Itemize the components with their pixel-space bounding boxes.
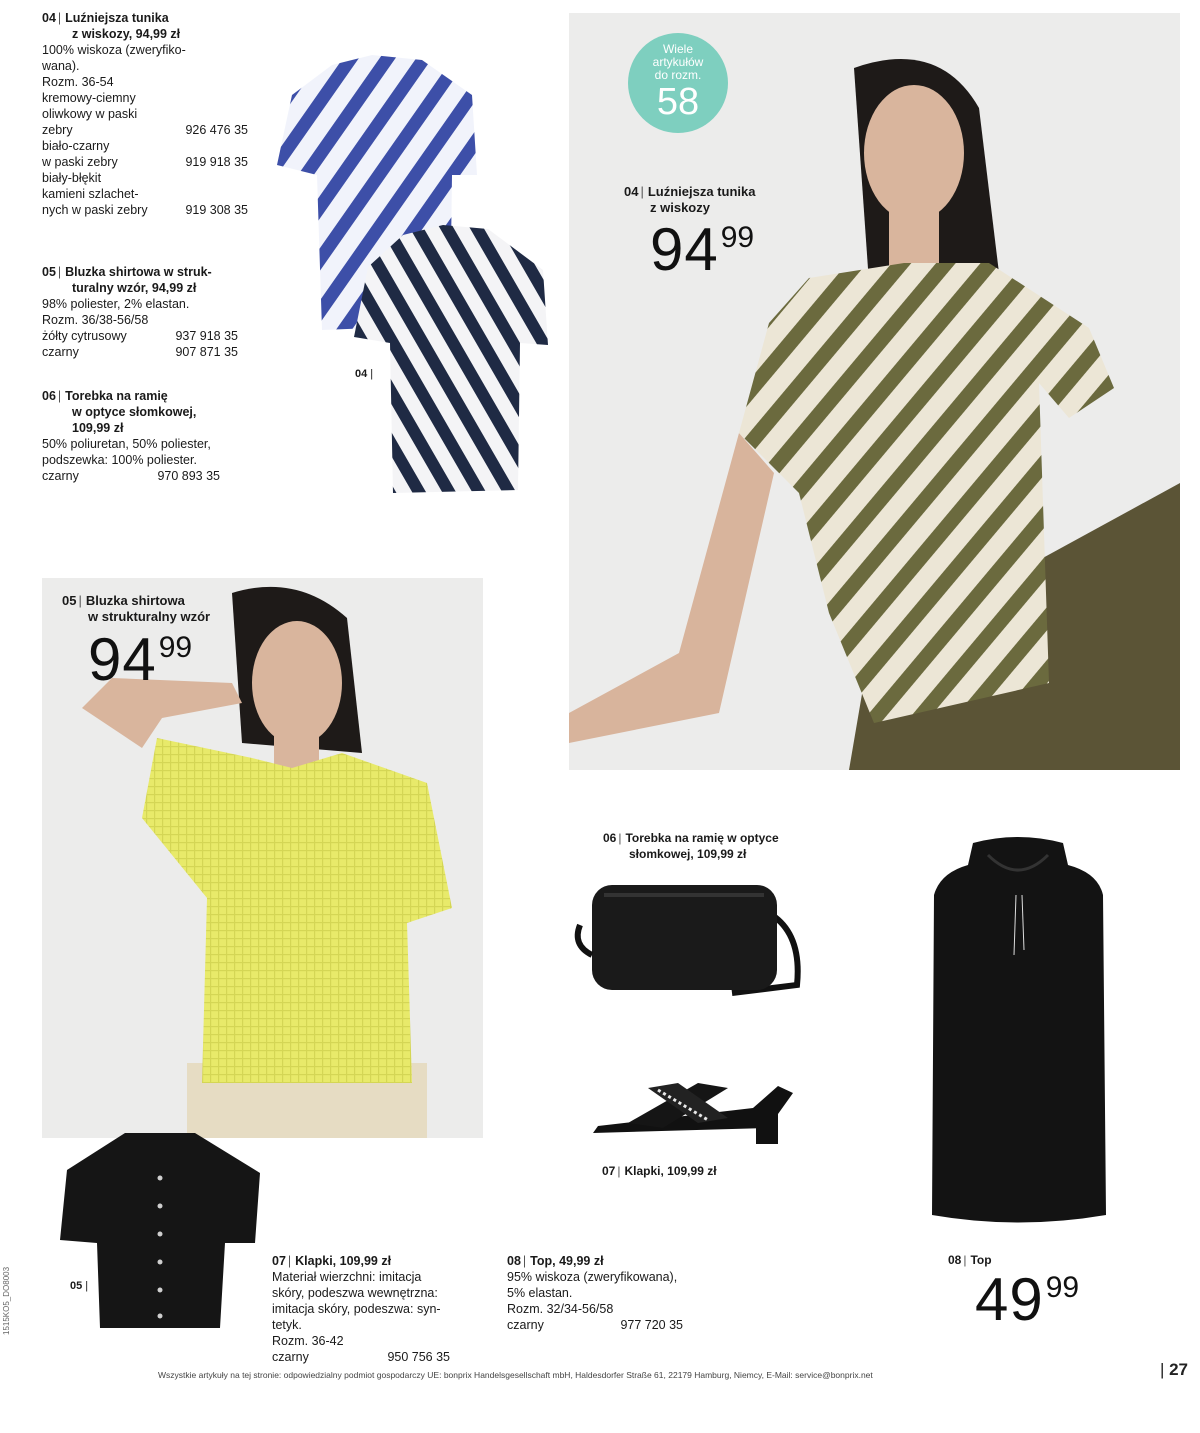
variant-row	[42, 344, 238, 360]
price-integer: 94	[650, 216, 719, 283]
price-integer: 94	[88, 626, 157, 693]
price-decimal: 99	[158, 631, 193, 664]
black-blouse-image	[55, 1128, 265, 1333]
variant-code: 919 918 35	[185, 155, 248, 169]
zebra-navy-shirt-image	[348, 225, 554, 497]
bag-label	[603, 830, 779, 862]
variant-name: czarny	[507, 1318, 544, 1332]
variant-name: biało-czarny	[42, 139, 110, 153]
item-number: 06 |	[42, 389, 65, 403]
variant-name: biały-błękit	[42, 171, 102, 185]
item-number: 05 |	[62, 593, 86, 608]
spec-item-06	[42, 388, 242, 484]
black-sleeveless-top-image	[928, 835, 1108, 1230]
sandal-product-image[interactable]	[588, 1078, 798, 1158]
item-number: 04 |	[624, 184, 648, 199]
label-line: Torebka na ramię w optyce	[625, 831, 779, 845]
badge-line-2: artykułów	[652, 55, 704, 69]
spec-line: Rozm. 36-54	[42, 75, 114, 89]
badge-line-1: Wiele	[662, 42, 693, 56]
item-title: Torebka na ramię	[65, 389, 168, 403]
item-number: 04 |	[42, 11, 65, 25]
variant-name: czarny	[272, 1350, 309, 1364]
top-product-image[interactable]	[928, 835, 1108, 1230]
spec-line: wana).	[42, 59, 80, 73]
variant-name: w paski zebry	[42, 155, 118, 169]
spec-line: 95% wiskoza (zweryfikowana),	[507, 1270, 678, 1284]
variant-name: czarny	[42, 469, 79, 483]
label-line: Luźniejsza tunika	[647, 184, 756, 199]
blouse-thumb-label: 05 |	[70, 1280, 89, 1292]
variant-name: czarny	[42, 345, 79, 359]
price-decimal: 99	[1045, 1271, 1080, 1304]
price-decimal: 99	[720, 221, 755, 254]
tunic-navy-thumbnail[interactable]	[348, 225, 554, 497]
item-number: 05 |	[42, 265, 65, 279]
badge-number: 58	[656, 81, 700, 123]
variant-name: kamieni szlachet-	[42, 187, 139, 201]
variant-code: 970 893 35	[157, 469, 220, 483]
variant-name: nych w paski zebry	[42, 203, 148, 217]
spec-item-05	[42, 264, 238, 360]
item-number: 08 |	[948, 1253, 970, 1267]
top-price	[975, 1266, 1080, 1333]
variant-code: 950 756 35	[387, 1350, 450, 1364]
item-number: 07 |	[272, 1254, 295, 1268]
item-number: 05	[70, 1280, 83, 1292]
bag-product-image[interactable]	[572, 875, 812, 1000]
variant-name: zebry	[42, 123, 73, 137]
spec-line: kremowy-ciemny	[42, 91, 136, 105]
black-blouse-thumbnail[interactable]	[55, 1128, 265, 1333]
size-badge	[628, 33, 728, 133]
blouse-label	[62, 593, 210, 625]
label-line: w strukturalny wzór	[88, 609, 211, 624]
variant-row	[507, 1317, 683, 1333]
label-line: Bluzka shirtowa	[85, 593, 185, 608]
item-title-3: 109,99 zł	[72, 421, 124, 435]
spec-line: podszewka: 100% poliester.	[42, 453, 197, 467]
item-title: Top, 49,99 zł	[530, 1254, 604, 1268]
item-title-2: turalny wzór, 94,99 zł	[72, 281, 197, 295]
spec-line: skóry, podeszwa wewnętrzna:	[272, 1286, 438, 1300]
item-number: 06 |	[603, 831, 625, 845]
variant-code: 977 720 35	[620, 1318, 683, 1332]
spec-line: Materiał wierzchni: imitacja	[272, 1270, 422, 1284]
variant-row	[42, 154, 248, 170]
variant-row	[42, 122, 248, 138]
legal-footer: Wszystkie artykuły na tej stronie: odpowiedzialny podmiot gospodarczy UE: bonprix Handelsgesellschaft mbH, Haldesdorfer Straße 61, 22179 Hamburg, Niemcy, E-Mail: service@bonprix.net	[158, 1370, 873, 1380]
item-title: Luźniejsza tunika	[65, 11, 169, 25]
black-mule-sandal-image	[588, 1078, 798, 1158]
label-line: Klapki, 109,99 zł	[624, 1164, 717, 1178]
black-straw-bag-image	[572, 875, 812, 1000]
variant-name: żółty cytrusowy	[42, 329, 127, 343]
spec-item-07	[272, 1253, 477, 1365]
spec-line: Rozm. 32/34-56/58	[507, 1302, 614, 1316]
spec-item-04	[42, 10, 248, 218]
variant-row	[42, 202, 248, 218]
item-title: Bluzka shirtowa w struk-	[65, 265, 212, 279]
variant-code: 919 308 35	[185, 203, 248, 217]
spec-line: 5% elastan.	[507, 1286, 573, 1300]
page-number: | 27	[1160, 1360, 1188, 1380]
spec-line: imitacja skóry, podeszwa: syn-	[272, 1302, 441, 1316]
spec-line: tetyk.	[272, 1318, 302, 1332]
spec-line: oliwkowy w paski	[42, 107, 138, 121]
spec-item-08	[507, 1253, 707, 1333]
variant-row	[42, 328, 238, 344]
label-line: z wiskozy	[650, 200, 710, 215]
tunic-main-label	[624, 184, 756, 216]
variant-code: 926 476 35	[185, 123, 248, 137]
spec-line: Rozm. 36-42	[272, 1334, 344, 1348]
tunic-price	[650, 216, 755, 283]
sandal-label	[602, 1163, 717, 1179]
badge-line-3: do rozm.	[654, 68, 702, 82]
spec-line: 98% poliester, 2% elastan.	[42, 297, 190, 311]
variant-code: 907 871 35	[175, 345, 238, 359]
item-title-2: w optyce słomkowej,	[72, 405, 197, 419]
item-number: 08 |	[507, 1254, 530, 1268]
tunic-thumb-label: 04 |	[355, 368, 374, 380]
spec-line: 50% poliuretan, 50% poliester,	[42, 437, 211, 451]
label-line: Top	[970, 1253, 992, 1267]
variant-row	[272, 1349, 450, 1365]
spec-line: Rozm. 36/38-56/58	[42, 313, 149, 327]
price-integer: 49	[975, 1266, 1044, 1333]
side-code: 1515KO5_DO8003	[2, 1266, 11, 1335]
variant-code: 937 918 35	[175, 329, 238, 343]
item-title: Klapki, 109,99 zł	[295, 1254, 392, 1268]
label-line: słomkowej, 109,99 zł	[629, 847, 747, 861]
spec-line: 100% wiskoza (zweryfiko-	[42, 43, 186, 57]
item-number: 07 |	[602, 1164, 624, 1178]
item-number: 04	[355, 368, 368, 380]
item-title-2: z wiskozy, 94,99 zł	[72, 27, 181, 41]
variant-row	[42, 468, 220, 484]
blouse-price	[88, 626, 193, 693]
